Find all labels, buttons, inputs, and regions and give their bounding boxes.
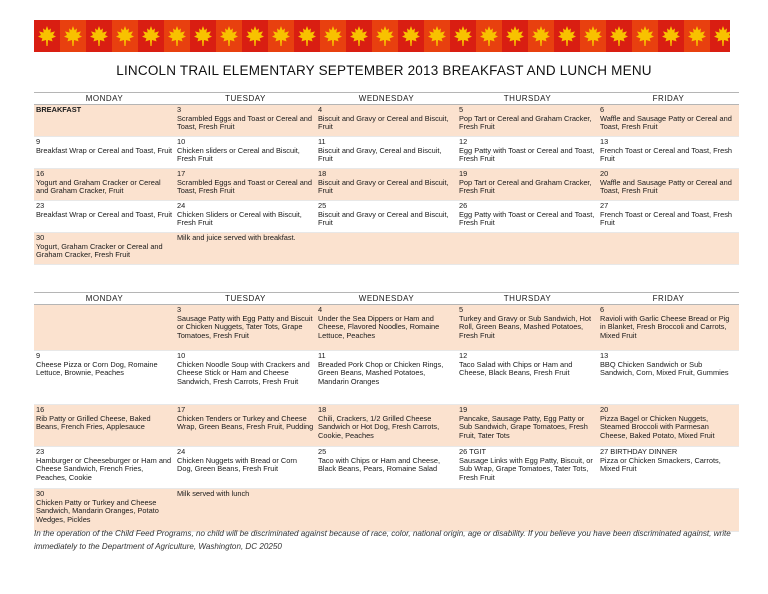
- breakfast-cell-monday: 30 Yogurt, Graham Cracker or Cereal and Graham Cracker, Fresh Fruit: [34, 233, 175, 265]
- lunch-cell-monday: 23 Hamburger or Cheeseburger or Ham and Cheese Sandwich, French Fries, Peaches, Cookie: [34, 447, 175, 489]
- header-friday: FRIDAY: [598, 293, 739, 305]
- lunch-cell-wednesday: 25 Taco with Chips or Ham and Cheese, Black Beans, Pears, Romaine Salad: [316, 447, 457, 489]
- breakfast-cell-wednesday: 25 Biscuit and Gravy or Cereal and Biscuit, Fruit: [316, 201, 457, 233]
- maple-leaf-icon: [138, 20, 164, 52]
- lunch-cell-thursday: 19 Pancake, Sausage Patty, Egg Patty or Sub Sandwich, Grape Tomatoes, Fresh Fruit, Tater Tots: [457, 405, 598, 447]
- lunch-cell-monday: [34, 305, 175, 351]
- breakfast-cell-friday: 6 Waffle and Sausage Patty or Cereal and Toast, Fresh Fruit: [598, 105, 739, 137]
- breakfast-cell-tuesday: 10 Chicken sliders or Cereal and Biscuit, Fresh Fruit: [175, 137, 316, 169]
- lunch-cell-friday: 20 Pizza Bagel or Chicken Nuggets, Steamed Broccoli with Parmesan Cheese, Baked Potato, Mixed Fruit: [598, 405, 739, 447]
- header-wednesday: WEDNESDAY: [316, 93, 457, 105]
- maple-leaf-icon: [164, 20, 190, 52]
- lunch-cell-wednesday: 4 Under the Sea Dippers or Ham and Cheese, Flavored Noodles, Romaine Lettuce, Peaches: [316, 305, 457, 351]
- page-title: LINCOLN TRAIL ELEMENTARY SEPTEMBER 2013 BREAKFAST AND LUNCH MENU: [116, 63, 652, 78]
- maple-leaf-icon: [658, 20, 684, 52]
- lunch-cell-thursday: [457, 489, 598, 532]
- maple-leaf-icon: [424, 20, 450, 52]
- breakfast-cell-wednesday: [316, 233, 457, 265]
- lunch-cell-tuesday: 3 Sausage Patty with Egg Patty and Biscuit or Chicken Nuggets, Tater Tots, Grape Tomatoes, Fresh Fruit: [175, 305, 316, 351]
- maple-leaf-icon: [320, 20, 346, 52]
- breakfast-cell-thursday: [457, 233, 598, 265]
- breakfast-cell-tuesday: 24 Chicken Sliders or Cereal with Biscuit, Fresh Fruit: [175, 201, 316, 233]
- breakfast-cell-wednesday: 11 Biscuit and Gravy, Cereal and Biscuit, Fruit: [316, 137, 457, 169]
- lunch-cell-monday: 9 Cheese Pizza or Corn Dog, Romaine Lettuce, Brownie, Peaches: [34, 351, 175, 405]
- lunch-cell-thursday: 26 TGIT Sausage Links with Egg Patty, Biscuit, or Sub Wrap, Grape Tomatoes, Tater Tots, Fresh Fruit: [457, 447, 598, 489]
- maple-leaf-icon: [528, 20, 554, 52]
- maple-leaf-banner: [34, 20, 730, 52]
- maple-leaf-icon: [190, 20, 216, 52]
- lunch-cell-friday: 6 Ravioli with Garlic Cheese Bread or Pig in Blanket, Fresh Broccoli and Carrots, Mixed Fruit: [598, 305, 739, 351]
- lunch-cell-friday: [598, 489, 739, 532]
- maple-leaf-icon: [294, 20, 320, 52]
- maple-leaf-icon: [86, 20, 112, 52]
- maple-leaf-icon: [580, 20, 606, 52]
- breakfast-cell-thursday: 19 Pop Tart or Cereal and Graham Cracker, Fresh Fruit: [457, 169, 598, 201]
- lunch-cell-tuesday: 17 Chicken Tenders or Turkey and Cheese Wrap, Green Beans, Fresh Fruit, Pudding: [175, 405, 316, 447]
- maple-leaf-icon: [346, 20, 372, 52]
- breakfast-cell-monday: BREAKFAST: [34, 105, 175, 137]
- header-friday: FRIDAY: [598, 93, 739, 105]
- maple-leaf-icon: [554, 20, 580, 52]
- breakfast-cell-friday: [598, 233, 739, 265]
- maple-leaf-icon: [476, 20, 502, 52]
- lunch-cell-tuesday: Milk served with lunch: [175, 489, 316, 532]
- lunch-cell-monday: 30 Chicken Patty or Turkey and Cheese Sandwich, Mandarin Oranges, Potato Wedges, Pickles: [34, 489, 175, 532]
- breakfast-cell-wednesday: 18 Biscuit and Gravy or Cereal and Biscuit, Fruit: [316, 169, 457, 201]
- breakfast-cell-thursday: 5 Pop Tart or Cereal and Graham Cracker, Fresh Fruit: [457, 105, 598, 137]
- maple-leaf-icon: [450, 20, 476, 52]
- header-monday: MONDAY: [34, 293, 175, 305]
- breakfast-cell-friday: 20 Waffle and Sausage Patty or Cereal and Toast, Fresh Fruit: [598, 169, 739, 201]
- maple-leaf-icon: [60, 20, 86, 52]
- header-wednesday: WEDNESDAY: [316, 293, 457, 305]
- lunch-cell-thursday: 12 Taco Salad with Chips or Ham and Cheese, Black Beans, Fresh Fruit: [457, 351, 598, 405]
- maple-leaf-icon: [710, 20, 730, 52]
- maple-leaf-icon: [34, 20, 60, 52]
- lunch-cell-wednesday: [316, 489, 457, 532]
- header-thursday: THURSDAY: [457, 93, 598, 105]
- breakfast-table: [34, 92, 739, 265]
- breakfast-cell-friday: 27 French Toast or Cereal and Toast, Fresh Fruit: [598, 201, 739, 233]
- header-tuesday: TUESDAY: [175, 293, 316, 305]
- breakfast-cell-wednesday: 4 Biscuit and Gravy or Cereal and Biscuit, Fruit: [316, 105, 457, 137]
- lunch-cell-tuesday: 24 Chicken Nuggets with Bread or Corn Dog, Green Beans, Fresh Fruit: [175, 447, 316, 489]
- lunch-cell-tuesday: 10 Chicken Noodle Soup with Crackers and Cheese Stick or Ham and Cheese Sandwich, Fresh Carrots, Fresh Fruit: [175, 351, 316, 405]
- breakfast-cell-thursday: 12 Egg Patty with Toast or Cereal and Toast, Fresh Fruit: [457, 137, 598, 169]
- lunch-cell-monday: 16 Rib Patty or Grilled Cheese, Baked Beans, French Fries, Applesauce: [34, 405, 175, 447]
- breakfast-cell-tuesday: 3 Scrambled Eggs and Toast or Cereal and Toast, Fresh Fruit: [175, 105, 316, 137]
- maple-leaf-icon: [216, 20, 242, 52]
- breakfast-cell-monday: 16 Yogurt and Graham Cracker or Cereal and Graham Cracker, Fruit: [34, 169, 175, 201]
- lunch-cell-friday: 27 BIRTHDAY DINNER Pizza or Chicken Smackers, Carrots, Mixed Fruit: [598, 447, 739, 489]
- breakfast-cell-tuesday: 17 Scrambled Eggs and Toast or Cereal and Toast, Fresh Fruit: [175, 169, 316, 201]
- lunch-cell-friday: 13 BBQ Chicken Sandwich or Sub Sandwich, Corn, Mixed Fruit, Gummies: [598, 351, 739, 405]
- maple-leaf-icon: [372, 20, 398, 52]
- breakfast-cell-thursday: 26 Egg Patty with Toast or Cereal and Toast, Fresh Fruit: [457, 201, 598, 233]
- maple-leaf-icon: [632, 20, 658, 52]
- breakfast-cell-monday: 9 Breakfast Wrap or Cereal and Toast, Fruit: [34, 137, 175, 169]
- lunch-cell-thursday: 5 Turkey and Gravy or Sub Sandwich, Hot Roll, Green Beans, Mashed Potatoes, Fresh Fruit: [457, 305, 598, 351]
- lunch-cell-wednesday: 18 Chili, Crackers, 1/2 Grilled Cheese Sandwich or Hot Dog, Fresh Carrots, Cookie, Peaches: [316, 405, 457, 447]
- breakfast-cell-tuesday: Milk and juice served with breakfast.: [175, 233, 316, 265]
- header-tuesday: TUESDAY: [175, 93, 316, 105]
- nondiscrimination-notice: In the operation of the Child Feed Programs, no child will be discriminated against because of race, color, national origin, age or disability. If you believe you have been discriminated against, write immediately to the Department of Agriculture, Washington, DC 20250: [34, 529, 731, 551]
- maple-leaf-icon: [606, 20, 632, 52]
- lunch-cell-wednesday: 11 Breaded Pork Chop or Chicken Rings, Green Beans, Mashed Potatoes, Mandarin Oranges: [316, 351, 457, 405]
- maple-leaf-icon: [684, 20, 710, 52]
- lunch-table: [34, 292, 739, 532]
- breakfast-cell-friday: 13 French Toast or Cereal and Toast, Fresh Fruit: [598, 137, 739, 169]
- maple-leaf-icon: [398, 20, 424, 52]
- maple-leaf-icon: [242, 20, 268, 52]
- header-monday: MONDAY: [34, 93, 175, 105]
- breakfast-cell-monday: 23 Breakfast Wrap or Cereal and Toast, Fruit: [34, 201, 175, 233]
- maple-leaf-icon: [112, 20, 138, 52]
- maple-leaf-icon: [268, 20, 294, 52]
- header-thursday: THURSDAY: [457, 293, 598, 305]
- maple-leaf-icon: [502, 20, 528, 52]
